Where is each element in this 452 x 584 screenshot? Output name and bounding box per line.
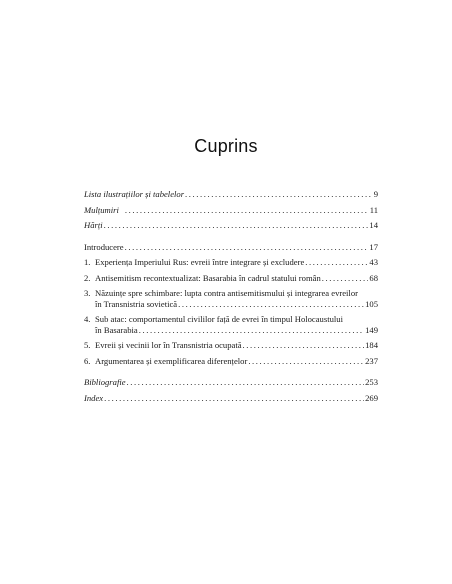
toc-entry-label: Index	[84, 392, 104, 403]
toc-entry-chapter-6[interactable]	[84, 356, 378, 367]
toc-entry-index[interactable]	[84, 393, 378, 404]
dot-leader	[248, 356, 364, 367]
dot-leader	[178, 299, 364, 310]
toc-entry-label-line-2: în Transnistria sovietică	[95, 298, 178, 309]
toc-entry-label: Bibliografie	[84, 377, 126, 387]
chapter-number: 2.	[84, 272, 91, 283]
toc-entry-acknowledgements[interactable]	[84, 205, 378, 216]
toc-entry-introduction[interactable]	[84, 242, 378, 253]
toc-entry-label: Lista ilustrațiilor și tabelelor	[84, 189, 185, 199]
toc-entry-label: Experiența Imperiului Rus: evreii între integrare și excludere	[95, 257, 305, 267]
toc-entry-page: 9	[373, 189, 378, 199]
toc-entry-bibliography[interactable]	[84, 377, 378, 388]
toc-entry-chapter-4[interactable]	[84, 314, 378, 335]
toc-entry-label: Antisemitism recontextualizat: Basarabia în cadrul statului român	[95, 272, 321, 283]
toc-entry-label: Mulțumiri	[84, 205, 125, 216]
toc-entry-label-line-1: Sub atac: comportamentul civililor față de evrei în timpul Holocaustului	[95, 314, 343, 324]
toc-entry-illustrations[interactable]	[84, 189, 378, 200]
toc-entry-label: Hărți	[84, 220, 103, 230]
dot-leader	[125, 205, 369, 216]
toc-entry-page: 11	[369, 204, 378, 215]
table-of-contents	[84, 189, 378, 403]
dot-leader	[243, 340, 365, 351]
dot-leader	[104, 220, 369, 231]
toc-entry-label-line-2: în Basarabia	[95, 324, 138, 335]
dot-leader	[305, 257, 368, 268]
dot-leader	[139, 325, 364, 336]
toc-entry-maps[interactable]	[84, 220, 378, 231]
toc-entry-label: Introducere	[84, 241, 124, 252]
toc-entry-label: Evreii și vecinii lor în Transnistria ocupată	[95, 340, 242, 350]
dot-leader	[322, 273, 369, 284]
dot-leader	[104, 393, 364, 404]
toc-entry-page: 17	[369, 241, 378, 252]
dot-leader	[125, 242, 369, 253]
toc-entry-page: 237	[365, 355, 378, 366]
toc-entry-page: 105	[365, 298, 378, 309]
toc-entry-page: 149	[365, 324, 378, 335]
dot-leader	[127, 377, 365, 388]
toc-entry-chapter-3[interactable]	[84, 288, 378, 309]
chapter-number: 1.	[84, 257, 91, 267]
chapter-number: 3.	[84, 288, 91, 298]
chapter-number: 6.	[84, 355, 91, 366]
toc-entry-page: 68	[369, 272, 378, 283]
toc-entry-page: 43	[369, 257, 378, 267]
toc-entry-page: 253	[365, 377, 378, 387]
toc-entry-page: 184	[365, 340, 378, 350]
toc-entry-page: 14	[369, 220, 378, 230]
page-title: Cuprins	[194, 136, 258, 156]
chapter-number: 5.	[84, 340, 91, 350]
toc-entry-chapter-2[interactable]	[84, 273, 378, 284]
chapter-number: 4.	[84, 314, 91, 324]
toc-entry-page: 269	[365, 392, 378, 403]
dot-leader	[185, 189, 373, 200]
toc-entry-label: Argumentarea și exemplificarea diferențelor	[95, 355, 248, 366]
toc-entry-chapter-1[interactable]	[84, 257, 378, 268]
toc-entry-chapter-5[interactable]	[84, 340, 378, 351]
toc-entry-label-line-1: Năzuințe spre schimbare: lupta contra antisemitismului și integrarea evreilor	[95, 288, 358, 298]
